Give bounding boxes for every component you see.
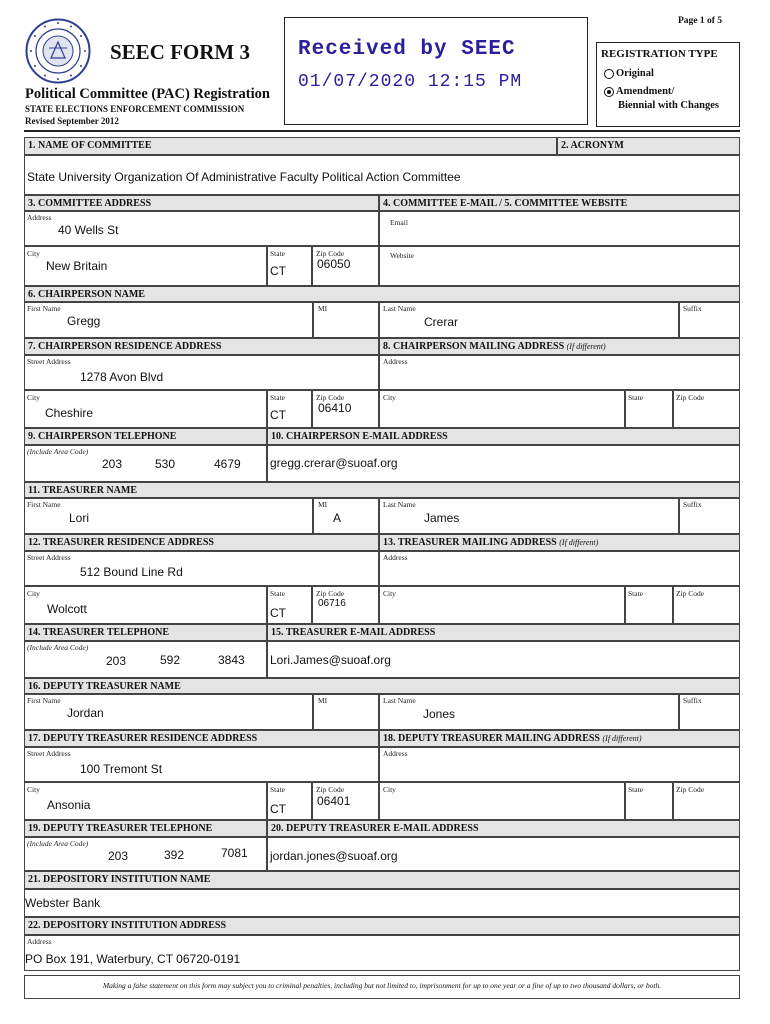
section-12-header: 12. TREASURER RESIDENCE ADDRESS bbox=[24, 534, 379, 551]
section-15-header: 15. TREASURER E-MAIL ADDRESS bbox=[267, 624, 740, 641]
treasurer-phone-prefix: 592 bbox=[160, 653, 181, 667]
chair-zip-value: 06410 bbox=[318, 401, 352, 415]
chair-street-field[interactable] bbox=[24, 355, 379, 390]
section-2-header: 2. ACRONYM bbox=[557, 137, 740, 155]
deputy-street-value: 100 Tremont St bbox=[80, 762, 163, 776]
label-zip: Zip Code bbox=[316, 393, 345, 402]
section-11-header: 11. TREASURER NAME bbox=[24, 482, 740, 498]
committee-website-field[interactable] bbox=[379, 246, 740, 286]
treasurer-zip-value: 06716 bbox=[318, 598, 346, 609]
revision-date: Revised September 2012 bbox=[25, 116, 119, 126]
committee-name-value: State University Organization Of Administrative Faculty Political Action Committee bbox=[27, 170, 461, 184]
chair-phone-prefix: 530 bbox=[155, 457, 176, 471]
label-city: City bbox=[383, 393, 396, 402]
label-zip: Zip Code bbox=[676, 785, 705, 794]
deputy-city-value: Ansonia bbox=[47, 798, 91, 812]
registration-type-title: REGISTRATION TYPE bbox=[601, 48, 718, 60]
chair-phone-line: 4679 bbox=[214, 457, 241, 471]
label-area-code: (Include Area Code) bbox=[27, 839, 89, 848]
chair-phone-area: 203 bbox=[102, 457, 123, 471]
label-address: Address bbox=[27, 213, 52, 222]
label-suffix: Suffix bbox=[683, 696, 702, 705]
label-city: City bbox=[27, 249, 40, 258]
label-suffix: Suffix bbox=[683, 304, 702, 313]
label-address: Address bbox=[383, 357, 408, 366]
treasurer-first-name-value: Lori bbox=[69, 511, 90, 525]
chair-city-value: Cheshire bbox=[45, 406, 94, 420]
chair-state-value: CT bbox=[270, 408, 286, 422]
section-14-header: 14. TREASURER TELEPHONE bbox=[24, 624, 267, 641]
section-3-header: 3. COMMITTEE ADDRESS bbox=[24, 195, 379, 211]
deputy-phone-area: 203 bbox=[108, 849, 129, 863]
deputy-mail-city-field[interactable] bbox=[379, 782, 625, 820]
label-address: Address bbox=[27, 937, 52, 946]
treasurer-mail-city-field[interactable] bbox=[379, 586, 625, 624]
treasurer-city-value: Wolcott bbox=[47, 602, 87, 616]
label-city: City bbox=[27, 785, 40, 794]
label-city: City bbox=[383, 785, 396, 794]
section-9-header: 9. CHAIRPERSON TELEPHONE bbox=[24, 428, 267, 445]
treasurer-state-value: CT bbox=[270, 606, 286, 620]
chair-email-value: gregg.crerar@suoaf.org bbox=[270, 456, 398, 470]
seec-seal-logo bbox=[25, 18, 91, 84]
label-state: State bbox=[270, 785, 285, 794]
section-18-title: 18. DEPUTY TREASURER MAILING ADDRESS bbox=[383, 733, 600, 744]
page-number: Page 1 of 5 bbox=[678, 16, 723, 26]
label-state: State bbox=[628, 589, 643, 598]
label-first-name: First Name bbox=[27, 304, 61, 313]
label-state: State bbox=[628, 785, 643, 794]
section-7-header: 7. CHAIRPERSON RESIDENCE ADDRESS bbox=[24, 338, 379, 355]
deputy-street-field[interactable] bbox=[24, 747, 379, 782]
treasurer-email-value: Lori.James@suoaf.org bbox=[270, 653, 391, 667]
section-17-header: 17. DEPUTY TREASURER RESIDENCE ADDRESS bbox=[24, 730, 379, 747]
committee-city-value: New Britain bbox=[46, 259, 108, 273]
radio-amendment-label-2: Biennial with Changes bbox=[618, 100, 719, 111]
label-state: State bbox=[270, 249, 285, 258]
label-address: Address bbox=[383, 553, 408, 562]
committee-email-field[interactable] bbox=[379, 211, 740, 246]
treasurer-last-name-value: James bbox=[424, 511, 460, 525]
depository-name-field[interactable] bbox=[24, 889, 740, 917]
label-street-address: Street Address bbox=[27, 749, 71, 758]
treasurer-phone-line: 3843 bbox=[218, 653, 245, 667]
label-zip: Zip Code bbox=[316, 249, 345, 258]
treasurer-mi-value: A bbox=[333, 511, 342, 525]
label-area-code: (Include Area Code) bbox=[27, 643, 89, 652]
label-city: City bbox=[27, 589, 40, 598]
deputy-zip-value: 06401 bbox=[317, 794, 351, 808]
label-first-name: First Name bbox=[27, 500, 61, 509]
deputy-phone-line: 7081 bbox=[221, 846, 248, 860]
section-8-header bbox=[379, 338, 740, 355]
section-20-header: 20. DEPUTY TREASURER E-MAIL ADDRESS bbox=[267, 820, 740, 837]
section-13-if-different: (If different) bbox=[559, 538, 599, 547]
chair-mail-address-field[interactable] bbox=[379, 355, 740, 390]
label-website: Website bbox=[390, 251, 414, 260]
section-13-header bbox=[379, 534, 740, 551]
treasurer-mail-address-field[interactable] bbox=[379, 551, 740, 586]
section-1-header: 1. NAME OF COMMITTEE bbox=[24, 137, 557, 155]
agency-name: STATE ELECTIONS ENFORCEMENT COMMISSION bbox=[25, 104, 245, 114]
section-13-title: 13. TREASURER MAILING ADDRESS bbox=[383, 537, 557, 548]
label-street-address: Street Address bbox=[27, 357, 71, 366]
label-zip: Zip Code bbox=[316, 589, 345, 598]
form-subtitle: Political Committee (PAC) Registration bbox=[25, 86, 270, 102]
committee-address-value: 40 Wells St bbox=[58, 223, 119, 237]
section-4-header: 4. COMMITTEE E-MAIL / 5. COMMITTEE WEBSITE bbox=[379, 195, 740, 211]
label-mi: MI bbox=[318, 304, 328, 313]
label-zip: Zip Code bbox=[676, 393, 705, 402]
section-19-header: 19. DEPUTY TREASURER TELEPHONE bbox=[24, 820, 267, 837]
deputy-first-name-value: Jordan bbox=[67, 706, 104, 720]
radio-original-label: Original bbox=[616, 68, 654, 79]
label-suffix: Suffix bbox=[683, 500, 702, 509]
depository-address-value: PO Box 191, Waterbury, CT 06720-0191 bbox=[25, 952, 241, 966]
section-16-header: 16. DEPUTY TREASURER NAME bbox=[24, 678, 740, 694]
deputy-last-name-value: Jones bbox=[423, 707, 456, 721]
treasurer-first-name-field[interactable] bbox=[24, 498, 313, 534]
label-first-name: First Name bbox=[27, 696, 61, 705]
chair-first-name-value: Gregg bbox=[67, 314, 101, 328]
received-stamp-box bbox=[284, 17, 588, 125]
label-city: City bbox=[27, 393, 40, 402]
committee-zip-value: 06050 bbox=[317, 257, 351, 271]
label-state: State bbox=[270, 589, 285, 598]
treasurer-street-field[interactable] bbox=[24, 551, 379, 586]
chair-mail-city-field[interactable] bbox=[379, 390, 625, 428]
label-address: Address bbox=[383, 749, 408, 758]
header-divider bbox=[24, 130, 740, 132]
deputy-email-value: jordan.jones@suoaf.org bbox=[270, 849, 398, 863]
form-title: SEEC FORM 3 bbox=[110, 40, 251, 64]
label-last-name: Last Name bbox=[383, 696, 416, 705]
radio-amendment-label: Amendment/ bbox=[616, 86, 675, 97]
label-street-address: Street Address bbox=[27, 553, 71, 562]
label-mi: MI bbox=[318, 696, 328, 705]
section-10-header: 10. CHAIRPERSON E-MAIL ADDRESS bbox=[267, 428, 740, 445]
committee-state-value: CT bbox=[270, 264, 286, 278]
radio-original[interactable] bbox=[604, 69, 614, 79]
label-email: Email bbox=[390, 218, 408, 227]
section-22-header: 22. DEPOSITORY INSTITUTION ADDRESS bbox=[24, 917, 740, 935]
label-last-name: Last Name bbox=[383, 500, 416, 509]
label-mi: MI bbox=[318, 500, 328, 509]
label-last-name: Last Name bbox=[383, 304, 416, 313]
section-18-if-different: (If different) bbox=[602, 734, 642, 743]
chair-last-name-value: Crerar bbox=[424, 315, 459, 329]
chair-street-value: 1278 Avon Blvd bbox=[80, 370, 164, 384]
label-state: State bbox=[270, 393, 285, 402]
treasurer-street-value: 512 Bound Line Rd bbox=[80, 565, 183, 579]
section-21-header: 21. DEPOSITORY INSTITUTION NAME bbox=[24, 871, 740, 889]
deputy-state-value: CT bbox=[270, 802, 286, 816]
label-city: City bbox=[383, 589, 396, 598]
label-zip: Zip Code bbox=[316, 785, 345, 794]
label-area-code: (Include Area Code) bbox=[27, 447, 89, 456]
deputy-mail-address-field[interactable] bbox=[379, 747, 740, 782]
received-stamp-title: Received by SEEC bbox=[298, 38, 516, 61]
radio-amendment[interactable] bbox=[604, 87, 614, 97]
deputy-phone-prefix: 392 bbox=[164, 848, 185, 862]
received-stamp-datetime: 01/07/2020 12:15 PM bbox=[298, 72, 523, 92]
section-6-header: 6. CHAIRPERSON NAME bbox=[24, 286, 740, 302]
label-state: State bbox=[628, 393, 643, 402]
label-zip: Zip Code bbox=[676, 589, 705, 598]
section-8-title: 8. CHAIRPERSON MAILING ADDRESS bbox=[383, 341, 565, 352]
treasurer-phone-area: 203 bbox=[106, 654, 127, 668]
false-statement-warning: Making a false statement on this form may subject you to criminal penalties, including but not limited to, imprisonment for up to one year or a fine of up to two thousand dollars, or both. bbox=[102, 981, 662, 990]
section-18-header bbox=[379, 730, 740, 747]
depository-name-value: Webster Bank bbox=[25, 896, 101, 910]
section-8-if-different: (If different) bbox=[566, 342, 606, 351]
